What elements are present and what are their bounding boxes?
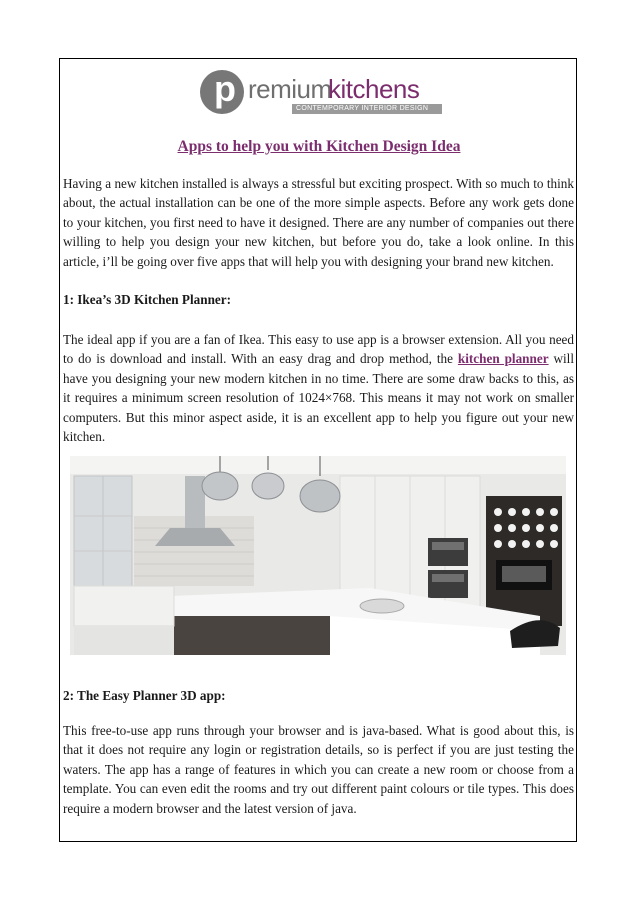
premium-kitchens-logo	[200, 70, 440, 116]
kitchen-photo	[70, 456, 566, 655]
section2-heading: 2: The Easy Planner 3D app:	[63, 688, 226, 703]
section1-heading: 1: Ikea’s 3D Kitchen Planner:	[63, 292, 232, 307]
logo-letter: p	[214, 68, 236, 109]
section1-text-before: The ideal app if you are a fan of Ikea. This easy to use app is a browser extension. All you need to do is download and install. With an easy drag and drop method, the	[63, 332, 574, 367]
section2-paragraph: This free-to-use app runs through your browser and is java-based. What is good about this, is that it does not require any login or registration details, so is perfect if you are just testing the waters. The app has a range of features in which you can create a new room or choose from a template. You can even edit the rooms and try out different paint colours or tile types. This does require a modern browser and the latest version of java.	[63, 723, 574, 816]
logo-word-premium: remium	[248, 74, 332, 104]
logo-word-kitchens: kitchens	[328, 74, 420, 104]
intro-paragraph: Having a new kitchen installed is always a stressful but exciting prospect. With so much to think about, the actual installation can be one of the more simple aspects. Before any work gets done to your kitchen, you first need to have it designed. There are any number of companies out there willing to help you design your new kitchen, but before you do, take a look online. In this article, i’ll be going over five apps that will help you with designing your brand new kitchen.	[63, 176, 574, 269]
section1-paragraph	[63, 330, 574, 446]
logo-tagline: CONTEMPORARY INTERIOR DESIGN	[296, 105, 429, 112]
section1-text-after: will have you designing your new modern kitchen in no time. There are some draw backs to this, as it requires a minimum screen resolution of 1024×768. This means it may not work on smaller computers. But this minor aspect aside, it is an excellent app to help you figure out your new kitchen.	[63, 351, 575, 445]
kitchen-photo-illustration	[70, 456, 566, 655]
kitchen-planner-link[interactable]: kitchen planner	[457, 351, 549, 367]
page-title: Apps to help you with Kitchen Design Idea	[177, 138, 461, 155]
